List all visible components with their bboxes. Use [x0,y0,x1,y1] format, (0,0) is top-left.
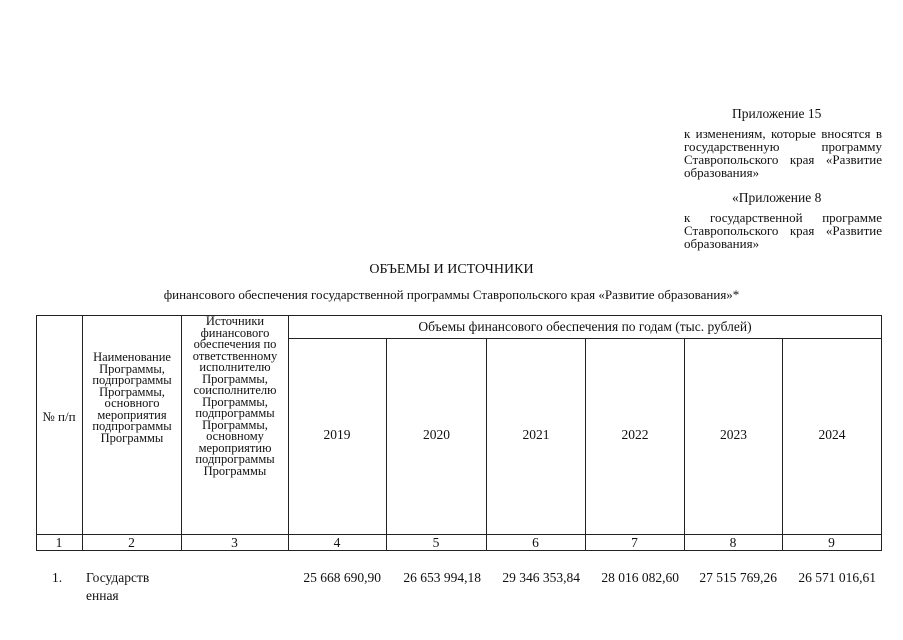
year-header-2020: 2020 [423,427,450,442]
col-number-header: № п/п [42,409,76,424]
appendix-title: Приложение 15 [732,106,822,121]
row-value-2020: 26 653 994,18 [403,570,481,585]
col-index-8: 8 [729,535,737,550]
col-index-2: 2 [128,535,135,550]
col-index-7: 7 [631,535,638,550]
col-index-9: 9 [828,535,835,550]
page-subtitle: финансового обеспечения государственной программы Ставропольского края «Развитие образования»* [163,287,740,302]
row-value-2019: 25 668 690,90 [303,570,381,585]
year-header-2021: 2021 [522,427,550,442]
row-value-2023: 27 515 769,26 [699,570,777,585]
row-name: Государственная [86,570,150,603]
row-value-2022: 28 016 082,60 [601,570,679,585]
year-header-2024: 2024 [818,427,846,442]
appendix2-title: «Приложение 8 [732,190,822,205]
col-name-header: Наименование Программы, подпрограммы Программы, основного мероприятия подпрограммы Программы [92,350,172,445]
row-number: 1. [52,570,63,585]
col-source-header: Источники финансового обеспечения по ответственному исполнителю Программы, соисполнителю Программы, подпрограммы Программы, основному мероприятию подпрограммы Программы [192,314,278,478]
col-index-5: 5 [432,535,440,550]
col-index-1: 1 [55,535,63,550]
row-value-2021: 29 346 353,84 [502,570,580,585]
year-header-2019: 2019 [323,427,351,442]
col-index-6: 6 [532,535,539,550]
row-value-2024: 26 571 016,61 [798,570,876,585]
col-index-3: 3 [231,535,238,550]
group-years-header: Объемы финансового обеспечения по годам (тыс. рублей) [418,319,752,334]
appendix-note: к изменениям, которые вносятся в государственную программу Ставропольского края «Развитие образования» [684,126,882,180]
year-header-2023: 2023 [720,427,747,442]
page-title: ОБЪЕМЫ И ИСТОЧНИКИ [369,262,534,277]
year-header-2022: 2022 [621,427,649,442]
appendix2-note: к государственной программе Ставропольского края «Развитие образования» [684,210,882,251]
col-index-4: 4 [333,535,341,550]
